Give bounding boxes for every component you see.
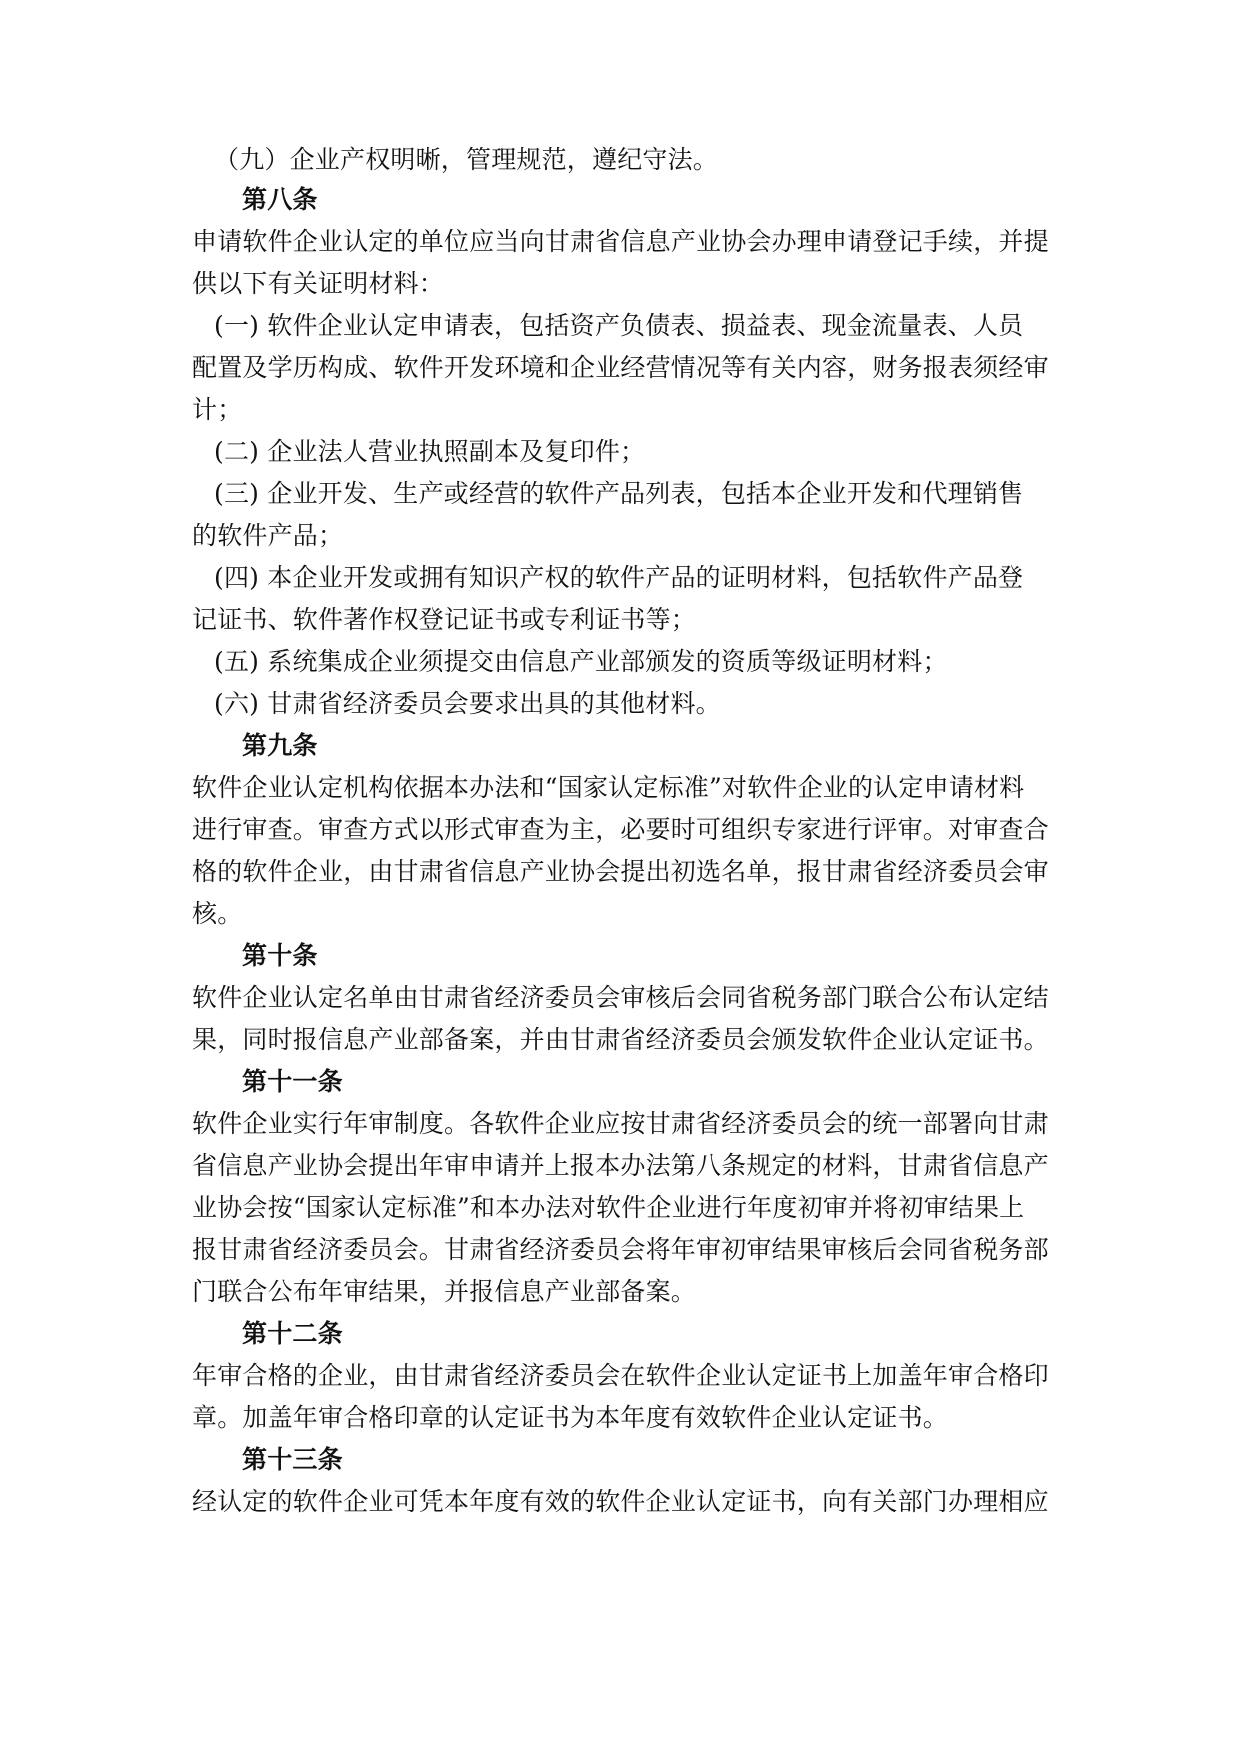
article-9-text-line: 核。 [192, 899, 243, 928]
article-8-text-line: 供以下有关证明材料： [192, 269, 445, 298]
article-11-heading: 第十一条 [242, 1067, 343, 1096]
article-12-text-line: 年审合格的企业，由甘肃省经济委员会在软件企业认定证书上加盖年审合格印 [192, 1361, 1049, 1390]
article-11-text-line: 报甘肃省经济委员会。甘肃省经济委员会将年审初审结果审核后会同省税务部 [192, 1235, 1049, 1264]
article-8-item-6: (六) 甘肃省经济委员会要求出具的其他材料。 [214, 689, 721, 718]
article-8-item-3: (三) 企业开发、生产或经营的软件产品列表，包括本企业开发和代理销售 [214, 479, 1024, 508]
article-8-text-line: 申请软件企业认定的单位应当向甘肃省信息产业协会办理申请登记手续，并提 [192, 227, 1049, 256]
article-8-item-5: (五) 系统集成企业须提交由信息产业部颁发的资质等级证明材料； [214, 647, 948, 676]
article-8-heading: 第八条 [242, 185, 318, 214]
article-10-heading: 第十条 [242, 941, 318, 970]
article-10-text-line: 果，同时报信息产业部备案，并由甘肃省经济委员会颁发软件企业认定证书。 [192, 1025, 1049, 1054]
article-10-text-line: 软件企业认定名单由甘肃省经济委员会审核后会同省税务部门联合公布认定结 [192, 983, 1049, 1012]
article-8-item-4-continued: 记证书、软件著作权登记证书或专利证书等； [192, 605, 697, 634]
article-9-heading: 第九条 [242, 731, 318, 760]
article-8-item-4: (四) 本企业开发或拥有知识产权的软件产品的证明材料，包括软件产品登 [214, 563, 1024, 592]
article-13-heading: 第十三条 [242, 1445, 343, 1474]
clause-item-9: （九）企业产权明晰，管理规范，遵纪守法。 [214, 145, 719, 174]
article-11-text-line: 软件企业实行年审制度。各软件企业应按甘肃省经济委员会的统一部署向甘肃 [192, 1109, 1049, 1138]
article-12-text-line: 章。加盖年审合格印章的认定证书为本年度有效软件企业认定证书。 [192, 1403, 949, 1432]
article-8-item-1-continued: 计； [192, 395, 243, 424]
article-11-text-line: 门联合公布年审结果，并报信息产业部备案。 [192, 1277, 697, 1306]
article-13-text-line: 经认定的软件企业可凭本年度有效的软件企业认定证书，向有关部门办理相应 [192, 1487, 1049, 1516]
article-11-text-line: 业协会按“国家认定标准”和本办法对软件企业进行年度初审并将初审结果上 [192, 1193, 1025, 1222]
article-9-text-line: 进行审查。审查方式以形式审查为主，必要时可组织专家进行评审。对审查合 [192, 815, 1049, 844]
article-8-item-1: (一) 软件企业认定申请表，包括资产负债表、损益表、现金流量表、人员 [214, 311, 1024, 340]
article-9-text-line: 软件企业认定机构依据本办法和“国家认定标准”对软件企业的认定申请材料 [192, 773, 1025, 802]
article-11-text-line: 省信息产业协会提出年审申请并上报本办法第八条规定的材料，甘肃省信息产 [192, 1151, 1049, 1180]
article-12-heading: 第十二条 [242, 1319, 343, 1348]
article-8-item-2: (二) 企业法人营业执照副本及复印件； [214, 437, 646, 466]
article-8-item-3-continued: 的软件产品； [192, 521, 344, 550]
article-9-text-line: 格的软件企业，由甘肃省信息产业协会提出初选名单，报甘肃省经济委员会审 [192, 857, 1049, 886]
article-8-item-1-continued: 配置及学历构成、软件开发环境和企业经营情况等有关内容，财务报表须经审 [192, 353, 1049, 382]
